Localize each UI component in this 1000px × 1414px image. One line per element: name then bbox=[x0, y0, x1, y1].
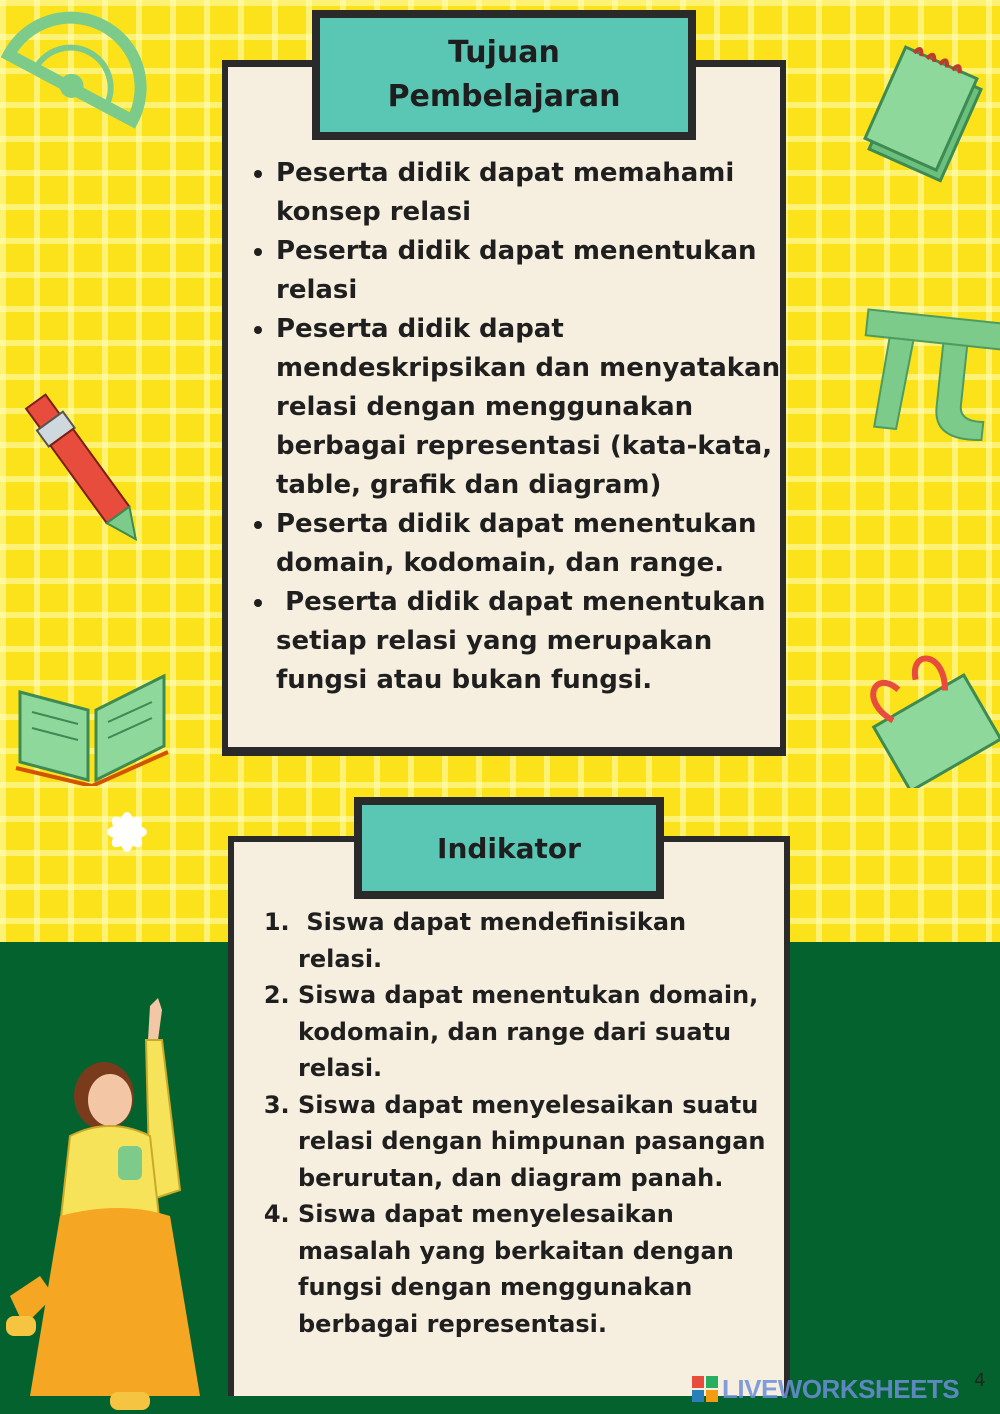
open-book-icon bbox=[12, 672, 172, 786]
list-item: 1. Siswa dapat mendefinisikan relasi. bbox=[298, 904, 778, 977]
list-item: 4. Siswa dapat menyelesaikan masalah yang berkaitan dengan fungsi dengan menggunakan berbagai representasi. bbox=[298, 1196, 778, 1342]
learning-objectives-title bbox=[312, 10, 696, 140]
watermark-text: LIVEWORKSHEETS bbox=[722, 1373, 960, 1404]
list-item: • Peserta didik dapat menentukan relasi bbox=[276, 232, 796, 310]
binder-clip-icon bbox=[862, 648, 1000, 788]
list-item: • Peserta didik dapat memahami konsep relasi bbox=[276, 154, 796, 232]
notepad-icon bbox=[858, 40, 1000, 190]
flower-icon bbox=[92, 798, 162, 866]
list-item: • Peserta didik dapat menentukan domain, kodomain, dan range. bbox=[276, 505, 796, 583]
objectives-list bbox=[248, 154, 796, 700]
list-item: • Peserta didik dapat menentukan setiap relasi yang merupakan fungsi atau bukan fungsi. bbox=[276, 583, 796, 700]
title-line-1: Tujuan bbox=[448, 35, 560, 70]
page-number: 4 bbox=[974, 1370, 986, 1391]
pen-icon bbox=[6, 380, 162, 556]
pi-symbol-icon bbox=[856, 306, 1000, 442]
list-item: 2. Siswa dapat menentukan domain, kodomain, dan range dari suatu relasi. bbox=[298, 977, 778, 1087]
liveworksheets-watermark bbox=[692, 1373, 959, 1405]
indicators-list bbox=[266, 904, 778, 1342]
list-item: • Peserta didik dapat mendeskripsikan dan menyatakan relasi dengan menggunakan berbagai representasi (kata-kata, table, grafik dan diagram) bbox=[276, 310, 796, 505]
liveworksheets-logo-icon bbox=[692, 1376, 718, 1402]
protractor-icon bbox=[0, 0, 170, 140]
list-item: 3. Siswa dapat menyelesaikan suatu relasi dengan himpunan pasangan berurutan, dan diagram panah. bbox=[298, 1087, 778, 1197]
title-line-2: Pembelajaran bbox=[387, 79, 621, 114]
indicators-title: Indikator bbox=[354, 797, 664, 899]
girl-illustration-icon bbox=[0, 996, 200, 1414]
